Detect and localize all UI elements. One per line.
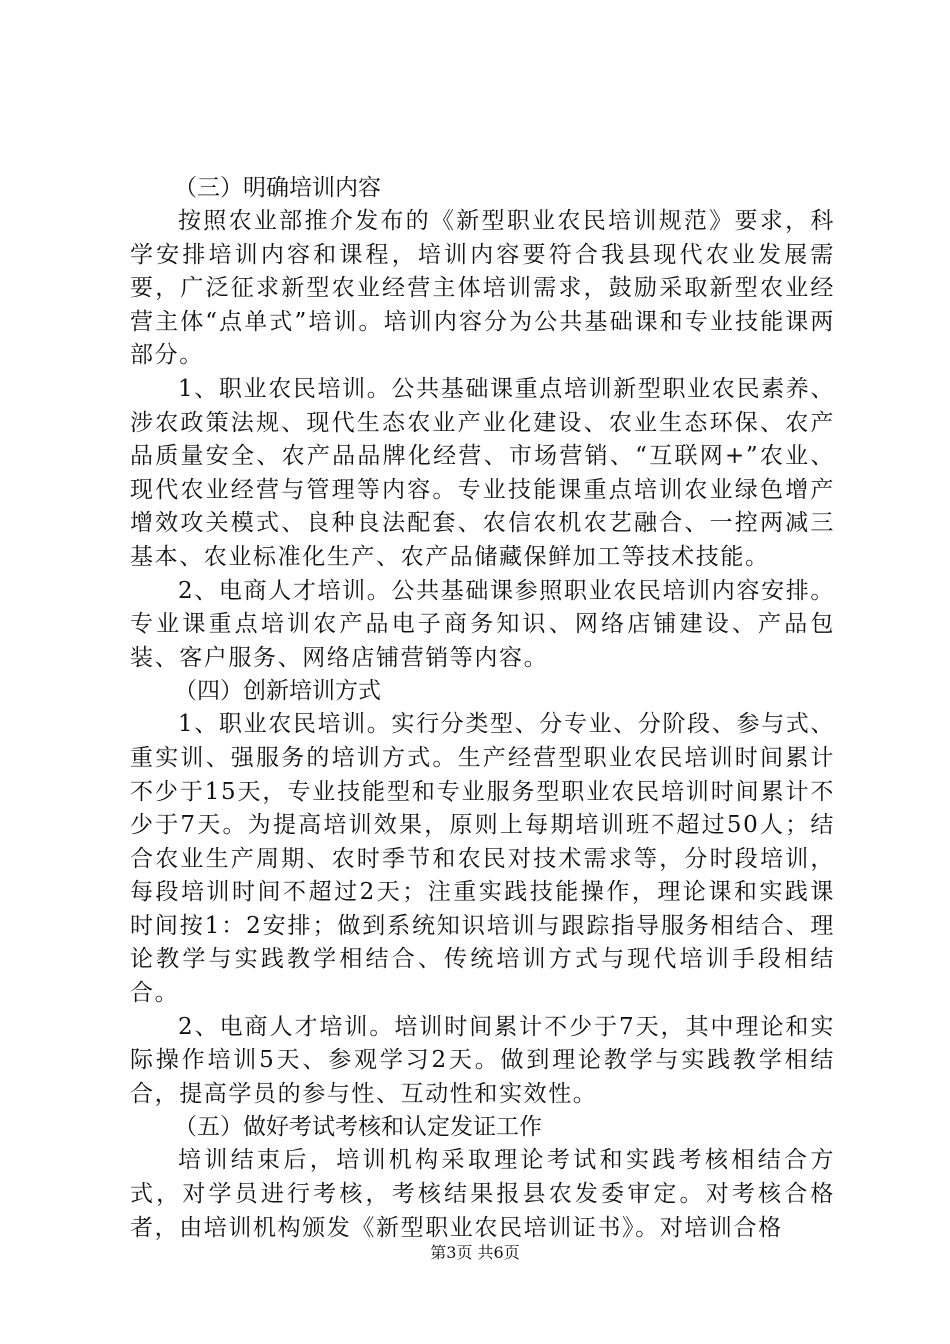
- section-heading-3: （三）明确培训内容: [174, 175, 381, 201]
- page-number-footer: 第3页 共6页: [430, 1243, 520, 1262]
- document-body: [130, 172, 835, 1245]
- paragraph-farmer-training-method: 1、职业农民培训。实行分类型、分专业、分阶段、参与式、重实训、强服务的培训方式。生产经营型职业农民培训时间累计不少于15天，专业技能型和专业服务型职业农民培训时间累计不少于7天。为提高培训效果，原则上每期培训班不超过50人；结合农业生产周期、农时季节和农民对技术需求等，分时段培训，每段培训时间不超过2天；注重实践技能操作，理论课和实践课时间按1：2安排；做到系统知识培训与跟踪指导服务相结合、理论教学与实践教学相结合、传统培训方式与现代培训手段相结合。: [130, 711, 835, 1007]
- paragraph-ecommerce-training-content: 2、电商人才培训。公共基础课参照职业农民培训内容安排。专业课重点培训农产品电子商务知识、网络店铺建设、产品包装、客户服务、网络店铺营销等内容。: [130, 577, 835, 671]
- paragraph-farmer-training-content: 1、职业农民培训。公共基础课重点培训新型职业农民素养、涉农政策法规、现代生态农业产业化建设、农业生态环保、农产品质量安全、农产品品牌化经营、市场营销、“互联网+”农业、现代农业经营与管理等内容。专业技能课重点培训农业绿色增产增效攻关模式、良种良法配套、农信农机农艺融合、一控两减三基本、农业标准化生产、农产品储藏保鲜加工等技术技能。: [130, 375, 835, 570]
- section-heading-5: （五）做好考试考核和认定发证工作: [174, 1114, 542, 1141]
- paragraph-requirements: 按照农业部推介发布的《新型职业农民培训规范》要求，科学安排培训内容和课程，培训内容要符合我县现代农业发展需要，广泛征求新型农业经营主体培训需求，鼓励采取新型农业经营主体“点单式”培训。培训内容分为公共基础课和专业技能课两部分。: [130, 208, 835, 369]
- paragraph-ecommerce-training-method: 2、电商人才培训。培训时间累计不少于7天，其中理论和实际操作培训5天、参观学习2天。做到理论教学与实践教学相结合，提高学员的参与性、互动性和实效性。: [130, 1013, 835, 1107]
- section-heading-4: （四）创新培训方式: [174, 678, 381, 705]
- paragraph-assessment: 培训结束后，培训机构采取理论考试和实践考核相结合方式，对学员进行考核，考核结果报县农发委审定。对考核合格者，由培训机构颁发《新型职业农民培训证书》。对培训合格: [130, 1147, 835, 1241]
